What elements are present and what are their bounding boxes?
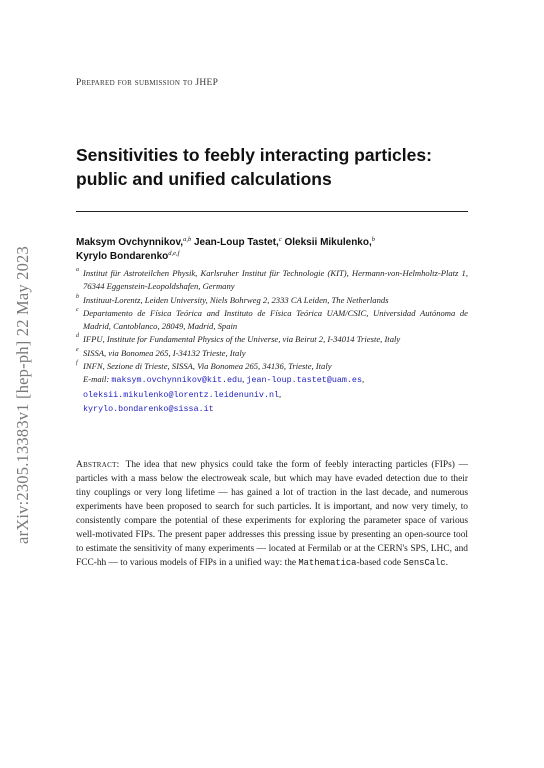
affiliation-item xyxy=(76,333,468,346)
title-divider xyxy=(76,211,468,212)
author-affiliation-mark: a,b xyxy=(183,236,192,243)
affiliation-item xyxy=(76,307,468,334)
email-link[interactable]: oleksii.mikulenko@lorentz.leidenuniv.nl xyxy=(83,389,280,400)
affiliation-list xyxy=(76,267,468,416)
abstract xyxy=(76,458,468,570)
affiliation-text: Departamento de Física Teórica and Instituto de Física Teórica UAM/CSIC, Universidad Autónoma de Madrid, Cantoblanco, 28049, Madrid, Spain xyxy=(83,307,468,332)
affiliation-item xyxy=(76,294,468,307)
author-affiliation-mark: b xyxy=(371,236,376,243)
email-block: E-mail: maksym.ovchynnikov@kit.edu, jean-loup.tastet@uam.es, oleksii.mikulenko@lorentz.leidenuniv.nl, kyrylo.bondarenko@sissa.it xyxy=(83,374,365,414)
arxiv-identifier-text: arXiv:2305.13383v1 [hep-ph] 22 May 2023 xyxy=(13,246,33,544)
author-name: Kyrylo Bondarenko xyxy=(76,251,169,262)
affiliation-text: Institut für Astroteilchen Physik, Karlsruher Institut für Technologie (KIT), Hermann-von-Helmholtz-Platz 1, 76344 Eggenstein-Leopoldshafen, Germany xyxy=(83,268,468,292)
author-list xyxy=(76,236,468,264)
author-affiliation-mark: c xyxy=(278,236,282,243)
email-link[interactable]: maksym.ovchynnikov@kit.edu xyxy=(111,375,243,386)
paper-title: Sensitivities to feebly interacting particles: public and unified calculations xyxy=(76,145,432,189)
affiliation-mark: a xyxy=(76,267,79,273)
affiliation-mark: f xyxy=(76,360,78,367)
abstract-text: The idea that new physics could take the form of feebly interacting particles (FIPs) — particles with a mass below the electroweak scale, but which may have evaded detection due to their tiny couplings or very long lifetime — has gained a lot of traction in the last decade, and numerous experiments have been proposed to search for such particles. It is important, and now very timely, to consistently compare the potential of these experiments for exploring the parameter space of various well-motivated FIPs. The present paper addresses this pressing issue by presenting an open-source tool to estimate the sensitivity of many experiments — located at Fermilab or at the CERN's SPS, LHC, and FCC-hh — to various models of FIPs in a unified way: the xyxy=(76,460,468,568)
email-link[interactable]: jean-loup.tastet@uam.es xyxy=(246,375,362,386)
affiliation-mark: b xyxy=(76,293,79,300)
affiliation-mark: e xyxy=(76,346,79,353)
abstract-end: . xyxy=(445,558,448,568)
software-name: Mathematica xyxy=(298,558,357,568)
author-name: Jean-Loup Tastet, xyxy=(194,237,279,248)
affiliation-text: IFPU, Institute for Fundamental Physics of the Universe, via Beirut 2, I-34014 Trieste, Italy xyxy=(83,334,401,345)
affiliation-item xyxy=(76,347,468,360)
affiliation-item xyxy=(76,360,468,373)
email-link[interactable]: kyrylo.bondarenko@sissa.it xyxy=(83,403,214,414)
author-name: Oleksii Mikulenko, xyxy=(284,237,372,248)
author-affiliation-mark: d,e,f xyxy=(168,250,180,257)
affiliation-text: Instituut-Lorentz, Leiden University, Niels Bohrweg 2, 2333 CA Leiden, The Netherlands xyxy=(83,294,389,305)
affiliation-text: INFN, Sezione di Trieste, SISSA, Via Bonomea 265, 34136, Trieste, Italy xyxy=(83,361,332,372)
author-name: Maksym Ovchynnikov, xyxy=(76,237,184,248)
affiliation-item xyxy=(76,267,468,294)
abstract-text-tail: -based code xyxy=(356,558,401,568)
affiliation-text: SISSA, via Bonomea 265, I-34132 Trieste, Italy xyxy=(83,347,246,358)
email-label: E-mail: xyxy=(83,374,110,385)
abstract-label: Abstract: xyxy=(76,460,120,470)
submission-note: Prepared for submission to JHEP xyxy=(76,78,219,88)
affiliation-mark: c xyxy=(76,306,79,313)
arxiv-identifier xyxy=(12,230,34,560)
code-name: SensCalc xyxy=(403,558,446,568)
affiliation-mark: d xyxy=(76,333,79,340)
